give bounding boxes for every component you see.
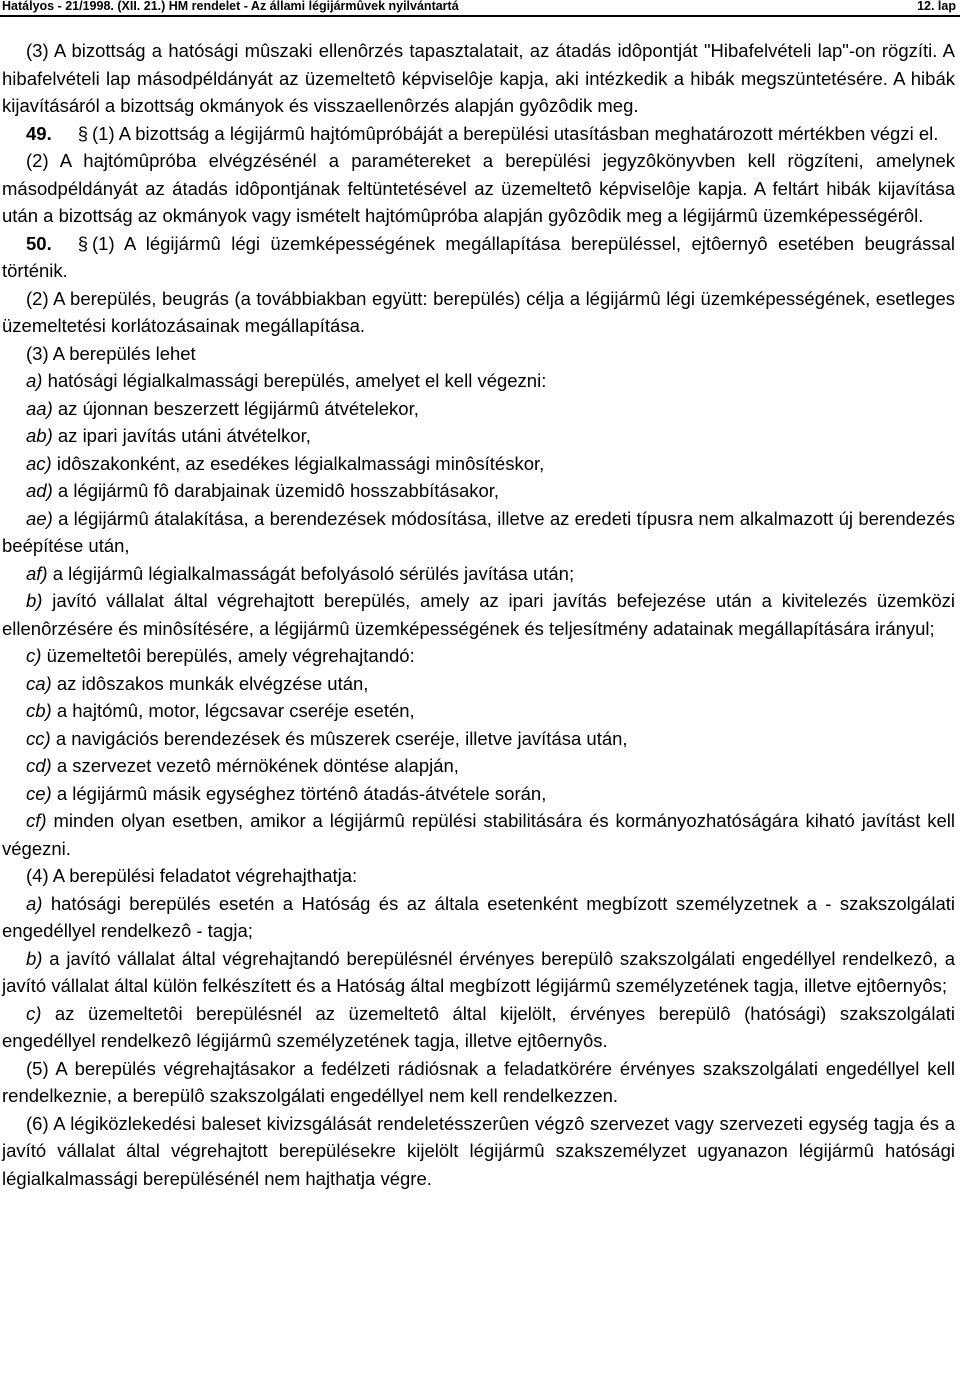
paragraph-p9 <box>2 422 955 450</box>
paragraph-text: (5) A berepülés végrehajtásakor a fedélzeti rádiósnak a feladatkörére érvényes szakszolgálati engedéllyel kell rendelkeznie, a berepülô szakszolgálati engedéllyel nem kell rendelkezzen. <box>2 1057 955 1106</box>
item-label: cc) <box>26 727 51 749</box>
paragraph-p24 <box>2 945 955 1000</box>
paragraph-text: a szervezet vezetô mérnökének döntése alapján, <box>56 755 459 776</box>
item-label: cd) <box>26 755 52 776</box>
paragraph-p13 <box>2 560 955 588</box>
item-label: cf) <box>26 810 47 831</box>
paragraph-text: (1) A légijármû légi üzemképességének megállapítása berepüléssel, ejtôernyô esetében beugrással történik. <box>2 232 955 281</box>
paragraph-text: a légijármû átalakítása, a berendezések módosítása, illetve az eredeti típusra nem alkalmazott új berendezés beépítése után, <box>2 507 955 556</box>
item-label: ae) <box>26 507 53 529</box>
header-page-number: 12. lap <box>917 0 956 13</box>
paragraph-text: a navigációs berendezések és mûszerek cseréje, illetve javítása után, <box>55 727 628 749</box>
paragraph-p18 <box>2 725 955 753</box>
paragraph-p8 <box>2 395 955 423</box>
paragraph-text: a javító vállalat által végrehajtandó berepülésnél érvényes berepülô szakszolgálati engedéllyel rendelkezô, a javító vállalat által külön felkészített és a Hatóság által megbízott légijármû személyzetének tagja, illetve ejtôernyôs; <box>2 947 955 996</box>
item-label: ce) <box>26 782 52 804</box>
paragraph-text: a légijármû légialkalmasságát befolyásoló sérülés javítása után; <box>52 562 575 584</box>
paragraph-p16 <box>2 670 955 698</box>
paragraph-text: hatósági légialkalmassági berepülés, amelyet el kell végezni: <box>47 370 547 391</box>
item-label: ac) <box>26 452 52 474</box>
paragraph-text: üzemeltetôi berepülés, amely végrehajtandó: <box>46 645 415 666</box>
paragraph-p10 <box>2 450 955 478</box>
paragraph-p5 <box>2 285 955 340</box>
paragraph-text: (4) A berepülési feladatot végrehajthatja: <box>26 865 358 886</box>
item-label: b) <box>26 947 43 969</box>
paragraph-text: az újonnan beszerzett légijármû átvételekor, <box>57 397 419 419</box>
item-label: a) <box>26 892 43 914</box>
header-title: Hatályos - 21/1998. (XII. 21.) HM rendelet - Az állami légijármûvek nyilvántartá <box>2 0 459 13</box>
paragraph-text: idôszakonként, az esedékes légialkalmassági minôsítéskor, <box>56 452 545 474</box>
paragraph-text: (3) A bizottság a hatósági mûszaki ellenôrzés tapasztalatait, az átadás idôpontját "Hibafelvételi lap"-on rögzíti. A hibafelvételi lap másodpéldányát az üzemeltetô képviselôje kapja, aki intézkedik a hibák megszüntetésére. A hibák kijavításáról a bizottság okmányok és visszaellenôrzés alapján gyôzôdik meg. <box>2 40 955 116</box>
item-label: ad) <box>26 480 53 501</box>
paragraph-text: (2) A berepülés, beugrás (a továbbiakban együtt: berepülés) célja a légijármû légi üzemképességének, esetleges üzemeltetési korlátozásainak megállapítása. <box>2 287 955 336</box>
item-label: ab) <box>26 425 53 446</box>
item-label: a) <box>26 370 43 391</box>
paragraph-p1 <box>2 37 955 120</box>
paragraph-p7 <box>2 367 955 395</box>
paragraph-p27 <box>2 1110 955 1193</box>
paragraph-p15 <box>2 642 955 670</box>
section-sign: § <box>77 122 89 144</box>
paragraph-p12 <box>2 505 955 560</box>
paragraph-text: minden olyan esetben, amikor a légijármû repülési stabilitására és kormányozhatóságára kiható javítást kell végezni. <box>2 810 956 859</box>
paragraph-text: hatósági berepülés esetén a Hatóság és az általa esetenként megbízott személyzetnek a - szakszolgálati engedéllyel rendelkezô - tagja; <box>2 892 956 941</box>
section-number: 49. <box>26 122 52 144</box>
paragraph-text: a légijármû másik egységhez történô átadás-átvétele során, <box>56 782 547 804</box>
paragraph-p20 <box>2 780 955 808</box>
paragraph-text: javító vállalat által végrehajtott berepülés, amely az ipari javítás befejezése után a kivitelezés üzemközi ellenôrzésére és minôsítésére, a légijármû üzemképességének és teljesítmény adatainak megállapítására irányul; <box>2 590 956 639</box>
item-label: aa) <box>26 397 53 419</box>
paragraph-p3 <box>2 147 955 230</box>
paragraph-p25 <box>2 1000 955 1055</box>
paragraph-text: az idôszakos munkák elvégzése után, <box>56 672 369 694</box>
paragraph-text: (3) A berepülés lehet <box>26 342 196 364</box>
paragraph-text: az ipari javítás utáni átvételkor, <box>57 425 311 446</box>
paragraph-text: (6) A légiközlekedési baleset kivizsgálását rendeletésszerûen végzô szervezet vagy szervezeti egység tagja és a javító vállalat által végrehajtott berepülésekre kijelölt légijármû szakszemélyzet ugyanazon légijármû hatósági légialkalmassági berepülésénél nem hajthatja végre. <box>2 1112 955 1189</box>
document-body <box>2 37 955 1192</box>
paragraph-text: (1) A bizottság a légijármû hajtómûpróbáját a berepülési utasításban meghatározott mértékben végzi el. <box>92 122 939 144</box>
paragraph-p4 <box>2 230 955 285</box>
section-sign: § <box>77 232 89 254</box>
paragraph-p17 <box>2 697 955 725</box>
item-label: ca) <box>26 672 52 694</box>
paragraph-text: a légijármû fô darabjainak üzemidô hosszabbításakor, <box>57 480 500 501</box>
header-rule <box>0 15 960 17</box>
paragraph-text: (2) A hajtómûpróba elvégzésénél a paramétereket a berepülési jegyzôkönyvben kell rögzíteni, amelynek másodpéldányát az átadás idôpontjának feltüntetésével az üzemeltetô képviselôje kapja. A feltárt hibák kijavítása után a bizottság az okmányok vagy ismételt hajtómûpróba alapján gyôzôdik meg a légijármû üzemképességérôl. <box>2 150 955 226</box>
item-label: c) <box>26 1002 42 1024</box>
paragraph-text: a hajtómû, motor, légcsavar cseréje esetén, <box>56 700 415 721</box>
item-label: c) <box>26 645 42 666</box>
page-header <box>2 0 958 14</box>
paragraph-p22 <box>2 862 955 890</box>
paragraph-p2 <box>2 120 955 148</box>
paragraph-p23 <box>2 890 955 945</box>
paragraph-p26 <box>2 1055 955 1110</box>
paragraph-p6 <box>2 340 955 368</box>
item-label: b) <box>26 590 43 611</box>
item-label: cb) <box>26 700 52 721</box>
section-number: 50. <box>26 232 52 254</box>
paragraph-p19 <box>2 752 955 780</box>
paragraph-text: az üzemeltetôi berepülésnél az üzemeltetô által kijelölt, érvényes berepülô (hatósági) szakszolgálati engedéllyel rendelkezô légijármû személyzetének tagja, illetve ejtôernyôs. <box>2 1002 955 1051</box>
paragraph-p21 <box>2 807 955 862</box>
paragraph-p14 <box>2 587 955 642</box>
paragraph-p11 <box>2 477 955 505</box>
item-label: af) <box>26 562 48 584</box>
